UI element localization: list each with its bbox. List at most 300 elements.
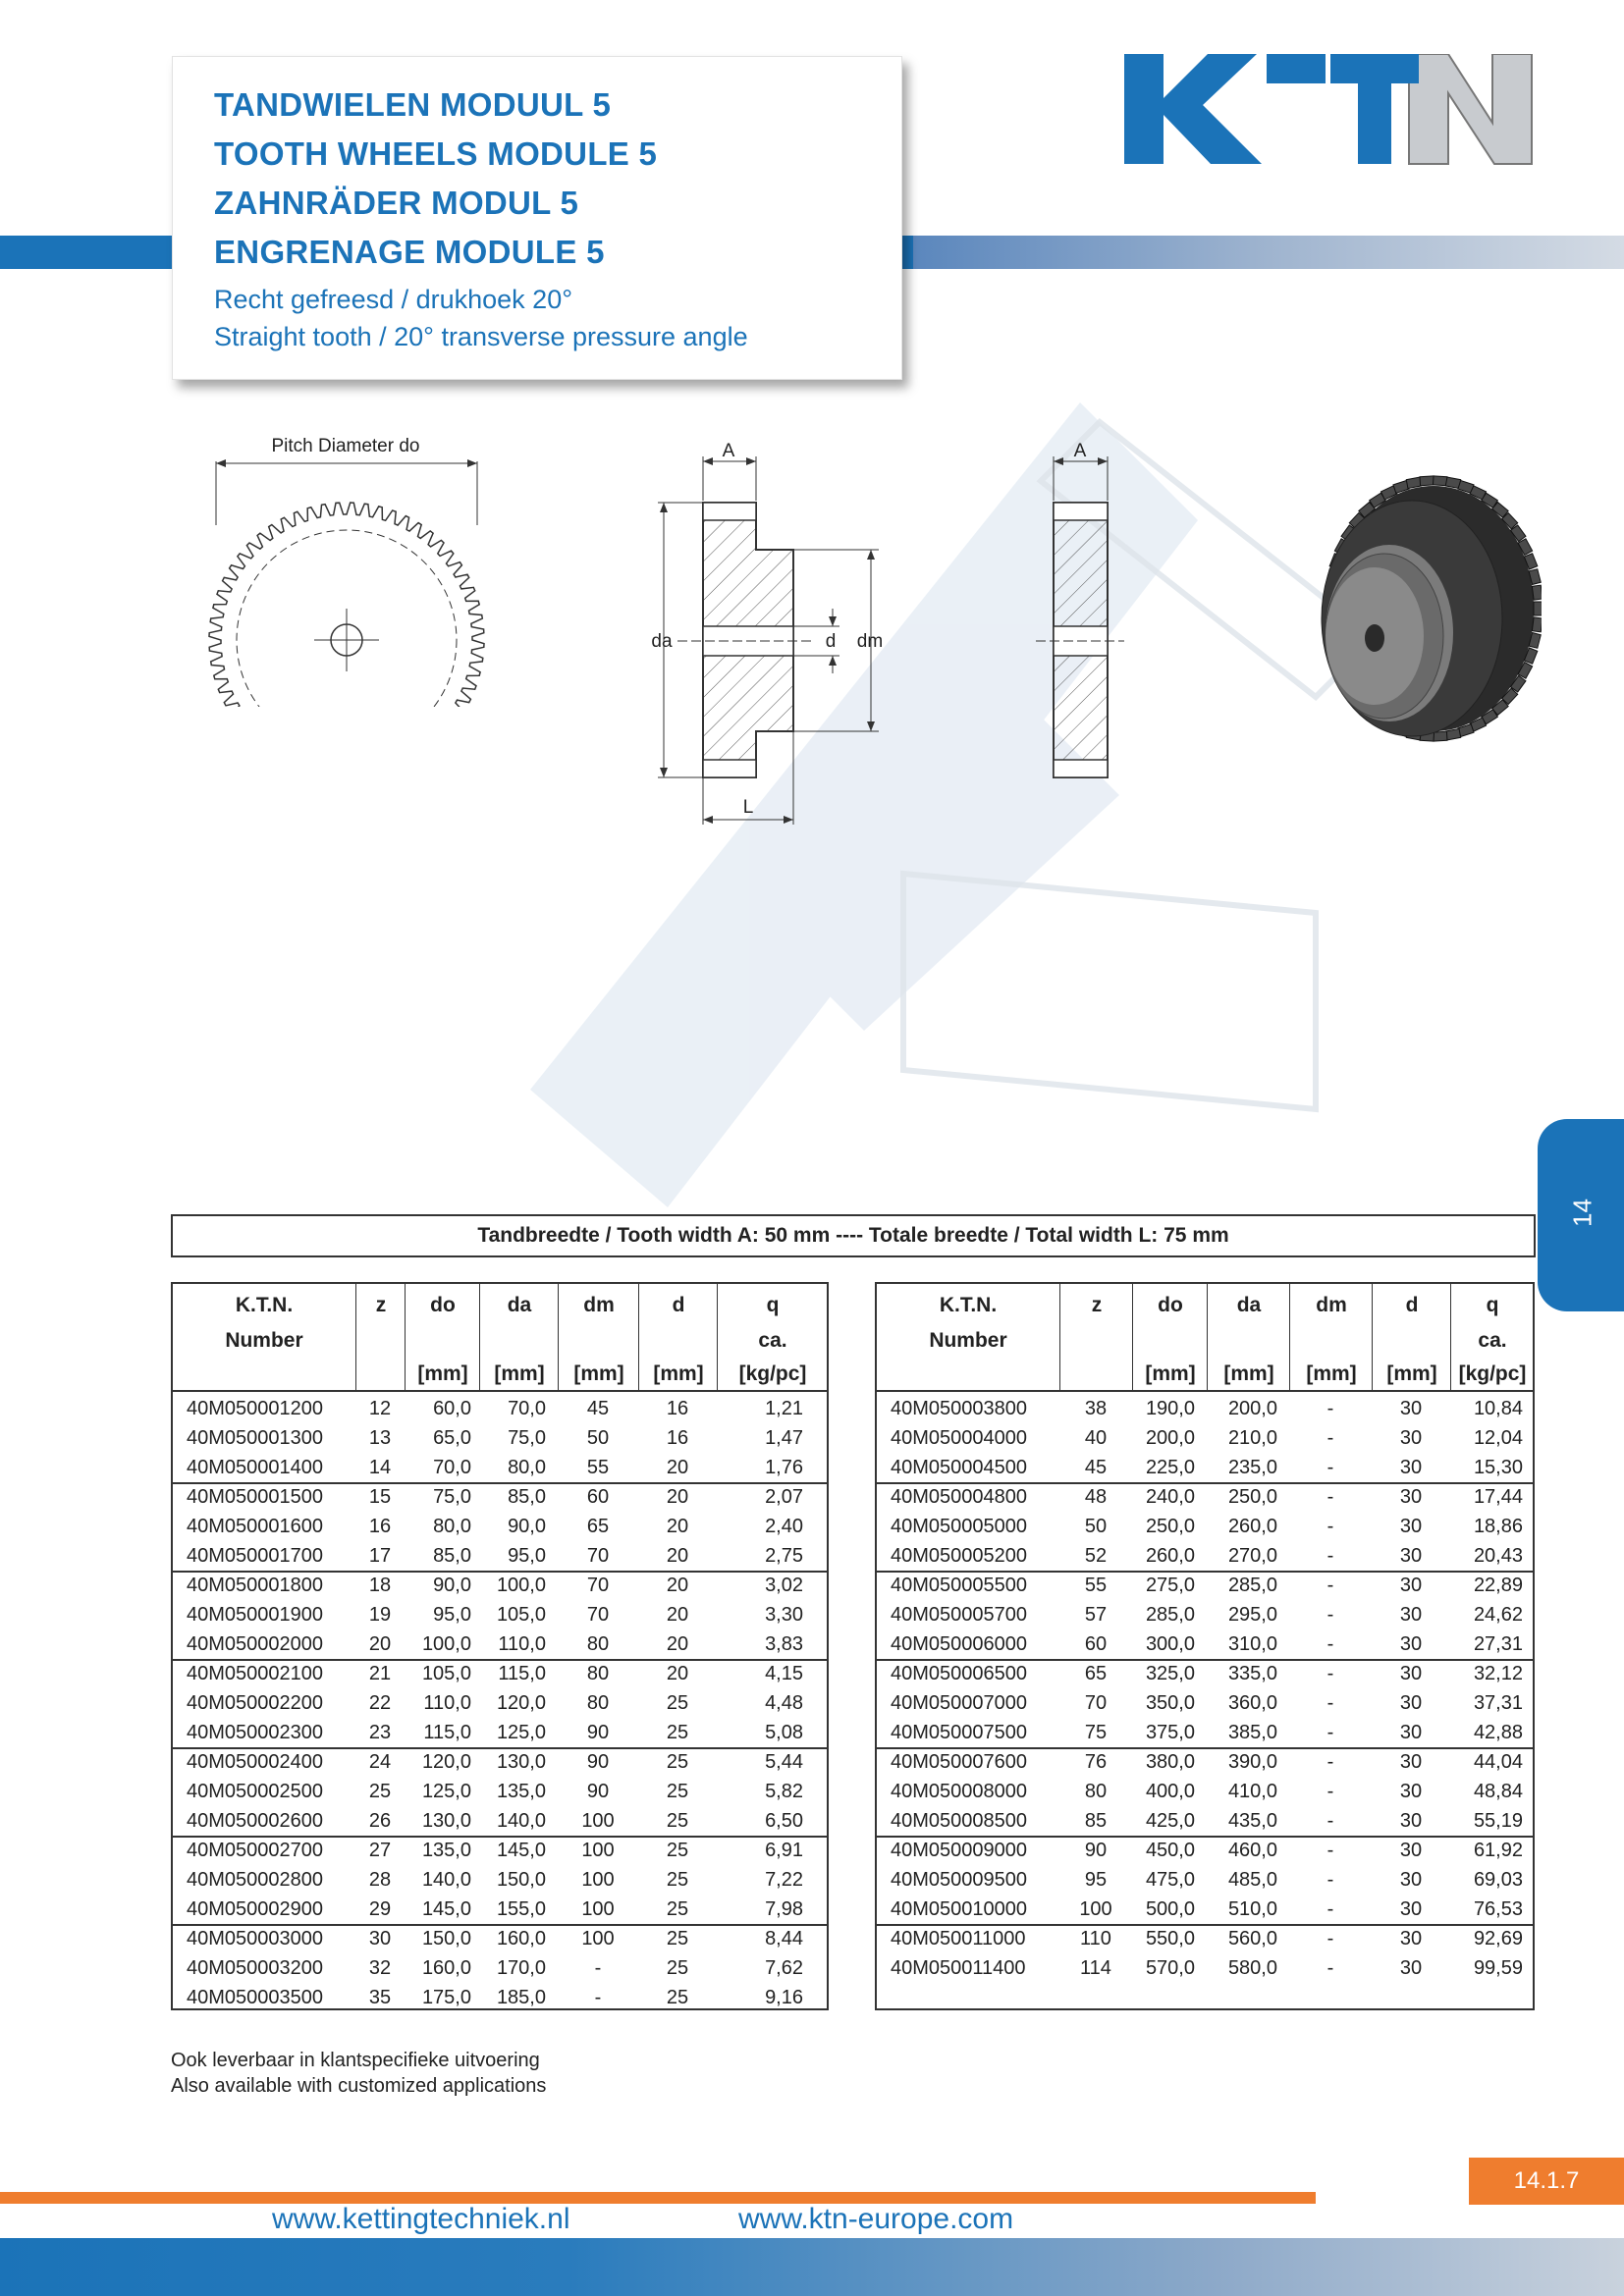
table-cell: 30 (1399, 1633, 1423, 1655)
table-cell: 260,0 (1227, 1516, 1277, 1537)
table-cell: 60 (1084, 1633, 1108, 1655)
table-cell: 48,84 (1473, 1781, 1523, 1802)
table-cell: 425,0 (1145, 1810, 1195, 1832)
table-cell: 90 (586, 1722, 610, 1743)
table-cell: 92,69 (1473, 1928, 1523, 1949)
table-row (877, 1865, 1533, 1895)
title-de: ZAHNRÄDER MODUL 5 (214, 185, 579, 221)
table-cell: 17 (368, 1545, 392, 1567)
table-cell: 7,22 (765, 1869, 803, 1891)
table-row (877, 1777, 1533, 1806)
table-cell: 20,43 (1473, 1545, 1523, 1567)
gear-table-right (875, 1282, 1535, 2010)
table-row (173, 1394, 827, 1423)
table-cell: 40M050003800 (891, 1398, 1028, 1419)
table-cell: 40M050007600 (891, 1751, 1028, 1773)
table-row (877, 1423, 1533, 1453)
table-cell: 14 (368, 1457, 392, 1478)
table-cell: 57 (1084, 1604, 1108, 1626)
table-row (173, 1600, 827, 1629)
table-row (877, 1541, 1533, 1571)
table-cell: 90 (586, 1751, 610, 1773)
table-cell: 40M050004500 (891, 1457, 1028, 1478)
column-header-do (405, 1284, 480, 1390)
table-cell: 38 (1084, 1398, 1108, 1419)
table-cell: 27 (368, 1840, 392, 1861)
table-cell: 32 (368, 1957, 392, 1979)
gear-section-view (638, 432, 903, 844)
header-text: do (430, 1294, 456, 1316)
table-cell: 15,30 (1473, 1457, 1523, 1478)
table-cell: 40M050002800 (187, 1869, 324, 1891)
table-cell: 225,0 (1145, 1457, 1195, 1478)
table-cell: 4,15 (765, 1663, 803, 1684)
table-cell: 40M050002900 (187, 1898, 324, 1920)
svg-text:dm: dm (856, 631, 884, 652)
table-cell: 40M050011000 (891, 1928, 1026, 1949)
table-cell: 175,0 (421, 1987, 471, 2008)
table-cell: 150,0 (421, 1928, 471, 1949)
table-row (877, 1836, 1533, 1865)
table-cell: 80 (586, 1633, 610, 1655)
table-cell: 21 (368, 1663, 392, 1684)
table-cell: - (1326, 1692, 1334, 1714)
table-cell: 12 (368, 1398, 392, 1419)
table-row (173, 1423, 827, 1453)
header-text: [mm] (1306, 1362, 1357, 1385)
header-text: [mm] (653, 1362, 704, 1385)
table-cell: 75 (1084, 1722, 1108, 1743)
table-cell: 76,53 (1473, 1898, 1523, 1920)
table-cell: 25 (666, 1692, 689, 1714)
table-cell: 40M050002600 (187, 1810, 324, 1832)
table-cell: 250,0 (1227, 1486, 1277, 1508)
table-cell: 110,0 (498, 1633, 546, 1655)
table-cell: 70 (586, 1545, 610, 1567)
column-header-dm (558, 1284, 639, 1390)
header-text: Number (225, 1329, 303, 1352)
table-cell: 30 (1399, 1516, 1423, 1537)
table-cell: - (1326, 1810, 1334, 1832)
table-cell: - (1326, 1427, 1334, 1449)
footer-orange-bar (0, 2192, 1316, 2204)
table-cell: 285,0 (1227, 1575, 1277, 1596)
table-cell: 19 (368, 1604, 392, 1626)
table-cell: 25 (666, 1987, 689, 2008)
table-cell: 40M050007000 (891, 1692, 1028, 1714)
table-cell: - (1326, 1486, 1334, 1508)
header-text: ca. (1478, 1329, 1507, 1352)
table-cell: 145,0 (496, 1840, 546, 1861)
subtitle-en: Straight tooth / 20° transverse pressure angle (214, 322, 748, 351)
table-cell: 375,0 (1145, 1722, 1195, 1743)
table-row (877, 1895, 1533, 1924)
table-cell: 80,0 (433, 1516, 471, 1537)
table-cell: 570,0 (1145, 1957, 1195, 1979)
table-cell: 20 (666, 1633, 689, 1655)
table-cell: 25 (666, 1751, 689, 1773)
table-cell: 240,0 (1145, 1486, 1195, 1508)
header-text: K.T.N. (939, 1294, 998, 1316)
table-cell: 8,44 (765, 1928, 803, 1949)
header-text: [mm] (1386, 1362, 1437, 1385)
table-cell: 110,0 (423, 1692, 471, 1714)
table-cell: 350,0 (1145, 1692, 1195, 1714)
header-text: dm (1316, 1294, 1347, 1316)
svg-text:A: A (1073, 441, 1087, 461)
table-cell: 100 (581, 1810, 615, 1832)
table-cell: 70 (586, 1604, 610, 1626)
table-cell: 435,0 (1227, 1810, 1277, 1832)
gear-teeth (209, 503, 484, 707)
table-cell: 510,0 (1227, 1898, 1277, 1920)
table-row (173, 1688, 827, 1718)
column-header-da (1207, 1284, 1290, 1390)
table-cell: 40M050003200 (187, 1957, 324, 1979)
table-cell: 70,0 (433, 1457, 471, 1478)
table-cell: 30 (1399, 1663, 1423, 1684)
table-row (877, 1718, 1533, 1747)
table-cell: 275,0 (1145, 1575, 1195, 1596)
table-cell: 3,02 (765, 1575, 803, 1596)
table-row (173, 1453, 827, 1482)
table-cell: 5,44 (765, 1751, 803, 1773)
table-cell: 70 (1084, 1692, 1108, 1714)
table-cell: 30 (1399, 1781, 1423, 1802)
table-cell: 270,0 (1227, 1545, 1277, 1567)
table-cell: 18,86 (1473, 1516, 1523, 1537)
table-cell: 65 (586, 1516, 610, 1537)
table-cell: 380,0 (1145, 1751, 1195, 1773)
table-cell: 185,0 (496, 1987, 546, 2008)
table-cell: 17,44 (1473, 1486, 1523, 1508)
table-cell: 30 (368, 1928, 392, 1949)
table-cell: 80 (586, 1663, 610, 1684)
table-cell: 24,62 (1473, 1604, 1523, 1626)
table-cell: 145,0 (421, 1898, 471, 1920)
column-header-d (638, 1284, 718, 1390)
table-cell: 130,0 (421, 1810, 471, 1832)
table-cell: 40M050002200 (187, 1692, 324, 1714)
table-cell: 40M050001400 (187, 1457, 324, 1478)
footer-band (0, 2238, 1624, 2296)
table-row (173, 1629, 827, 1659)
table-cell: 90 (586, 1781, 610, 1802)
svg-text:d: d (825, 631, 837, 652)
table-cell: 120,0 (496, 1692, 546, 1714)
table-cell: 25 (666, 1840, 689, 1861)
table-cell: 25 (666, 1810, 689, 1832)
table-cell: 5,82 (765, 1781, 803, 1802)
table-cell: 52 (1084, 1545, 1108, 1567)
table-cell: 30 (1399, 1751, 1423, 1773)
header-text: [mm] (573, 1362, 624, 1385)
table-cell: - (1326, 1751, 1334, 1773)
table-cell: 100 (581, 1840, 615, 1861)
gear-3d-render (1296, 471, 1542, 756)
table-cell: 30 (1399, 1427, 1423, 1449)
table-cell: 60,0 (433, 1398, 471, 1419)
table-cell: 250,0 (1145, 1516, 1195, 1537)
column-header-z (355, 1284, 406, 1390)
table-cell: 95,0 (433, 1604, 471, 1626)
table-cell: 40M050002500 (187, 1781, 324, 1802)
table-cell: 7,62 (765, 1957, 803, 1979)
table-cell: 16 (368, 1516, 392, 1537)
table-cell: - (1326, 1604, 1334, 1626)
table-cell: 100,0 (421, 1633, 471, 1655)
table-cell: 30 (1399, 1604, 1423, 1626)
table-cell: 3,83 (765, 1633, 803, 1655)
table-cell: 105,0 (421, 1663, 471, 1684)
table-cell: 65,0 (433, 1427, 471, 1449)
table-cell: 1,76 (765, 1457, 803, 1478)
column-header-ktn (877, 1284, 1059, 1390)
column-header-q (717, 1284, 828, 1390)
header-text: z (375, 1294, 387, 1316)
table-cell: 70 (586, 1575, 610, 1596)
column-header-z (1059, 1284, 1133, 1390)
table-cell: 90 (1084, 1840, 1108, 1861)
table-cell: 35 (368, 1987, 392, 2008)
header-text: da (1236, 1294, 1262, 1316)
header-text: d (1405, 1294, 1419, 1316)
table-cell: - (594, 1957, 602, 1979)
table-cell: 40M050009500 (891, 1869, 1028, 1891)
gear-plain-section-view (1021, 432, 1149, 795)
table-cell: 40M050002000 (187, 1633, 324, 1655)
pitch-diameter-label: Pitch Diameter do (271, 436, 420, 456)
header-text: [mm] (1223, 1362, 1274, 1385)
table-cell: 100 (581, 1869, 615, 1891)
table-cell: 40M050001200 (187, 1398, 324, 1419)
table-cell: 20 (666, 1486, 689, 1508)
chapter-tab[interactable] (1538, 1119, 1624, 1311)
table-cell: 45 (586, 1398, 610, 1419)
table-cell: 95 (1084, 1869, 1108, 1891)
table-cell: 3,30 (765, 1604, 803, 1626)
table-cell: 260,0 (1145, 1545, 1195, 1567)
title-fr: ENGRENAGE MODULE 5 (214, 234, 605, 270)
table-cell: 25 (666, 1928, 689, 1949)
table-row (173, 1512, 827, 1541)
title-nl: TANDWIELEN MODUUL 5 (214, 86, 612, 123)
table-cell: 335,0 (1227, 1663, 1277, 1684)
table-cell: 30 (1399, 1810, 1423, 1832)
table-row (877, 1453, 1533, 1482)
table-cell: 25 (666, 1898, 689, 1920)
table-cell: 80 (586, 1692, 610, 1714)
table-cell: 26 (368, 1810, 392, 1832)
table-cell: 12,04 (1473, 1427, 1523, 1449)
table-cell: - (1326, 1840, 1334, 1861)
table-cell: - (1326, 1722, 1334, 1743)
table-cell: 80 (1084, 1781, 1108, 1802)
note-en: Also available with customized applications (171, 2075, 547, 2097)
table-cell: 30 (1399, 1898, 1423, 1920)
table-cell: 235,0 (1227, 1457, 1277, 1478)
table-row (877, 1688, 1533, 1718)
table-cell: 560,0 (1227, 1928, 1277, 1949)
table-cell: 85,0 (508, 1486, 546, 1508)
table-cell: 360,0 (1227, 1692, 1277, 1714)
table-cell: 40 (1084, 1427, 1108, 1449)
table-row (877, 1747, 1533, 1777)
table-row (173, 1571, 827, 1600)
table-cell: 40M050006000 (891, 1633, 1028, 1655)
table-cell: 120,0 (421, 1751, 471, 1773)
table-cell: 5,08 (765, 1722, 803, 1743)
table-cell: 125,0 (421, 1781, 471, 1802)
table-cell: 40M050001700 (187, 1545, 324, 1567)
table-cell: 7,98 (765, 1898, 803, 1920)
table-cell: 400,0 (1145, 1781, 1195, 1802)
table-cell: 40M050001500 (187, 1486, 324, 1508)
column-header-do (1132, 1284, 1208, 1390)
title-en: TOOTH WHEELS MODULE 5 (214, 135, 658, 172)
title-box (172, 56, 902, 380)
table-cell: 25 (666, 1957, 689, 1979)
table-cell: 30 (1399, 1486, 1423, 1508)
table-cell: 42,88 (1473, 1722, 1523, 1743)
table-cell: 55,19 (1473, 1810, 1523, 1832)
table-cell: 90,0 (508, 1516, 546, 1537)
table-cell: 9,16 (765, 1987, 803, 2008)
table-cell: 135,0 (421, 1840, 471, 1861)
table-cell: 40M050001800 (187, 1575, 324, 1596)
table-cell: 44,04 (1473, 1751, 1523, 1773)
table-cell: 200,0 (1227, 1398, 1277, 1419)
table-cell: 25 (666, 1869, 689, 1891)
table-cell: 100 (581, 1898, 615, 1920)
table-cell: 20 (666, 1516, 689, 1537)
table-cell: 20 (666, 1604, 689, 1626)
table-cell: 40M050004000 (891, 1427, 1028, 1449)
table-cell: 75,0 (508, 1427, 546, 1449)
table-cell: 13 (368, 1427, 392, 1449)
table-cell: 70,0 (508, 1398, 546, 1419)
table-cell: 150,0 (496, 1869, 546, 1891)
chapter-tab-label: 14 (1567, 1199, 1597, 1227)
table-row (173, 1482, 827, 1512)
table-cell: 25 (666, 1722, 689, 1743)
table-row (877, 1806, 1533, 1836)
table-cell: 40M050011400 (891, 1957, 1026, 1979)
table-cell: - (1326, 1545, 1334, 1567)
table-cell: 140,0 (496, 1810, 546, 1832)
column-header-q (1450, 1284, 1534, 1390)
table-cell: 27,31 (1473, 1633, 1523, 1655)
table-cell: 130,0 (496, 1751, 546, 1773)
table-cell: 140,0 (421, 1869, 471, 1891)
table-cell: 125,0 (496, 1722, 546, 1743)
header-text: da (507, 1294, 532, 1316)
header-text: Number (929, 1329, 1007, 1352)
ktn-watermark (491, 402, 1434, 1207)
table-cell: 40M050010000 (891, 1898, 1028, 1920)
table-cell: 4,48 (765, 1692, 803, 1714)
table-cell: 23 (368, 1722, 392, 1743)
table-cell: 475,0 (1145, 1869, 1195, 1891)
table-cell: 45 (1084, 1457, 1108, 1478)
svg-text:da: da (651, 631, 673, 652)
header-stripe-gradient (913, 236, 1624, 269)
table-cell: 25 (368, 1781, 392, 1802)
table-cell: 190,0 (1145, 1398, 1195, 1419)
table-cell: 155,0 (496, 1898, 546, 1920)
table-cell: 16 (666, 1398, 689, 1419)
gear-table-left (171, 1282, 829, 2010)
table-cell: - (1326, 1898, 1334, 1920)
table-row (877, 1600, 1533, 1629)
table-row (173, 1836, 827, 1865)
table-cell: 6,91 (765, 1840, 803, 1861)
table-cell: 200,0 (1145, 1427, 1195, 1449)
table-cell: 40M050005000 (891, 1516, 1028, 1537)
table-cell: 2,40 (765, 1516, 803, 1537)
table-row (173, 1806, 827, 1836)
table-row (877, 1659, 1533, 1688)
header-text: z (1091, 1294, 1103, 1316)
table-cell: 210,0 (1227, 1427, 1277, 1449)
table-cell: 114 (1080, 1957, 1111, 1979)
header-text: ca. (758, 1329, 787, 1352)
table-cell: 25 (666, 1781, 689, 1802)
header-text: q (766, 1294, 780, 1316)
table-cell: - (1326, 1398, 1334, 1419)
table-cell: 40M050009000 (891, 1840, 1028, 1861)
column-header-ktn (173, 1284, 355, 1390)
table-cell: - (1326, 1957, 1334, 1979)
table-cell: 285,0 (1145, 1604, 1195, 1626)
table-cell: 1,21 (765, 1398, 803, 1419)
table-cell: 40M050003500 (187, 1987, 324, 2008)
table-cell: 40M050002300 (187, 1722, 324, 1743)
table-cell: 60 (586, 1486, 610, 1508)
table-cell: 30 (1399, 1928, 1423, 1949)
table-cell: 2,75 (765, 1545, 803, 1567)
table-cell: 110 (1080, 1928, 1111, 1949)
table-row (877, 1394, 1533, 1423)
svg-text:A: A (722, 441, 735, 461)
table-header (877, 1284, 1533, 1392)
table-cell: - (1326, 1575, 1334, 1596)
svg-text:L: L (742, 797, 754, 818)
table-row (877, 1953, 1533, 1983)
table-row (173, 1895, 827, 1924)
note-nl: Ook leverbaar in klantspecifieke uitvoering (171, 2050, 540, 2071)
table-cell: 15 (368, 1486, 392, 1508)
table-cell: 65 (1084, 1663, 1108, 1684)
table-header (173, 1284, 827, 1392)
table-row (877, 1482, 1533, 1512)
table-cell: 40M050002700 (187, 1840, 324, 1861)
table-cell: 99,59 (1473, 1957, 1523, 1979)
table-cell: 550,0 (1145, 1928, 1195, 1949)
link-kettingtechniek[interactable]: www.kettingtechniek.nl (272, 2203, 570, 2235)
table-cell: 29 (368, 1898, 392, 1920)
table-cell: 580,0 (1227, 1957, 1277, 1979)
table-row (877, 1571, 1533, 1600)
table-cell: 2,07 (765, 1486, 803, 1508)
link-ktn-europe[interactable]: www.ktn-europe.com (738, 2203, 1014, 2235)
table-row (173, 1718, 827, 1747)
table-row (877, 1512, 1533, 1541)
table-cell: - (1326, 1457, 1334, 1478)
table-cell: - (1326, 1633, 1334, 1655)
table-cell: - (594, 1987, 602, 2008)
column-header-dm (1289, 1284, 1373, 1390)
